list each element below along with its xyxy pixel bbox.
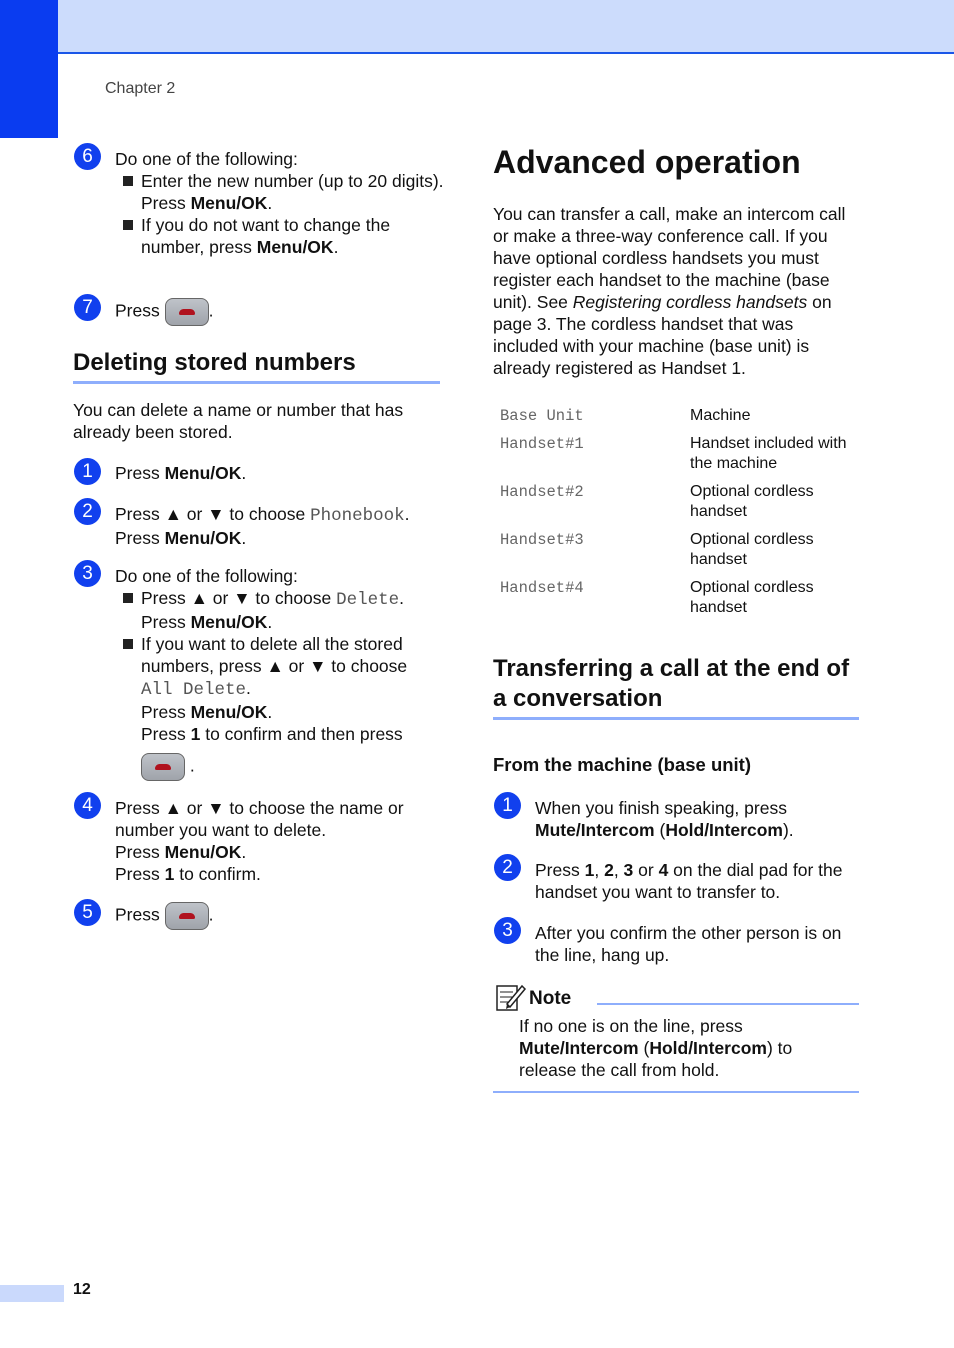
step-number: 3 (74, 560, 101, 587)
end-call-icon (165, 298, 209, 326)
step-number: 1 (494, 792, 521, 819)
note-title: Note (529, 988, 572, 1009)
step-number: 7 (74, 294, 101, 321)
page-number: 12 (73, 1281, 91, 1298)
end-call-icon (165, 902, 209, 930)
handset-table (493, 406, 870, 622)
step-number: 2 (494, 854, 521, 881)
subsection-title: From the machine (base unit) (493, 754, 752, 775)
menu-option: All Delete (141, 680, 247, 700)
cross-reference: Registering cordless handsets (572, 292, 808, 312)
table-row: Handset#3 Optional cordless handset (500, 531, 814, 568)
note-top-rule (597, 1003, 859, 1005)
footer-band (0, 1285, 64, 1302)
bullet-item: Press ▲ or ▼ to choose Delete. Press Menu/OK. (115, 587, 430, 633)
table-row: Base Unit Machine (500, 407, 751, 425)
header-band (58, 0, 954, 54)
menu-option: Delete (336, 590, 400, 610)
section-title: Transferring a call at the end of a conversation (493, 655, 850, 712)
step-number: 2 (74, 498, 101, 525)
section-intro: You can delete a name or number that has already been stored. (73, 400, 404, 442)
table-row: Handset#2 Optional cordless handset (500, 483, 814, 520)
bullet-item: If you do not want to change the number, press Menu/OK. (115, 214, 445, 258)
step-number: 6 (74, 143, 101, 170)
page-title: Advanced operation (493, 144, 801, 180)
step-text: After you confirm the other person is on the line, hang up. (535, 923, 842, 965)
chapter-tab (0, 0, 58, 138)
bullet-item: If you want to delete all the stored numbers, press ▲ or ▼ to choose All Delete. Press Menu/OK. Press 1 to confirm and then press . (115, 633, 430, 781)
step-number: 5 (74, 899, 101, 926)
end-call-icon (141, 753, 185, 781)
intro-paragraph: You can transfer a call, make an intercom call or make a three-way conference call. If you have optional cordless handsets you must register each handset to the machine (base unit). See Registering cordless handsets on page 3. The cordless handset that was included with your machine (base unit) is already registered as Handset 1. (493, 204, 846, 378)
step-text: Do one of the following: (115, 149, 298, 169)
step-number: 1 (74, 458, 101, 485)
section-rule (493, 717, 859, 720)
menu-option: Phonebook (310, 506, 405, 526)
step-number: 4 (74, 792, 101, 819)
note-pencil-icon (495, 982, 527, 1012)
table-row: Handset#4 Optional cordless handset (500, 579, 814, 616)
chapter-label: Chapter 2 (105, 80, 176, 97)
section-title: Deleting stored numbers (73, 349, 356, 376)
section-rule (73, 381, 440, 384)
note-text: If no one is on the line, press Mute/Intercom (Hold/Intercom) to release the call from hold. (519, 1016, 793, 1080)
step-number: 3 (494, 917, 521, 944)
bullet-item: Enter the new number (up to 20 digits). Press Menu/OK. (115, 170, 445, 214)
table-row: Handset#1 Handset included with the machine (500, 435, 847, 472)
note-bottom-rule (493, 1091, 859, 1093)
